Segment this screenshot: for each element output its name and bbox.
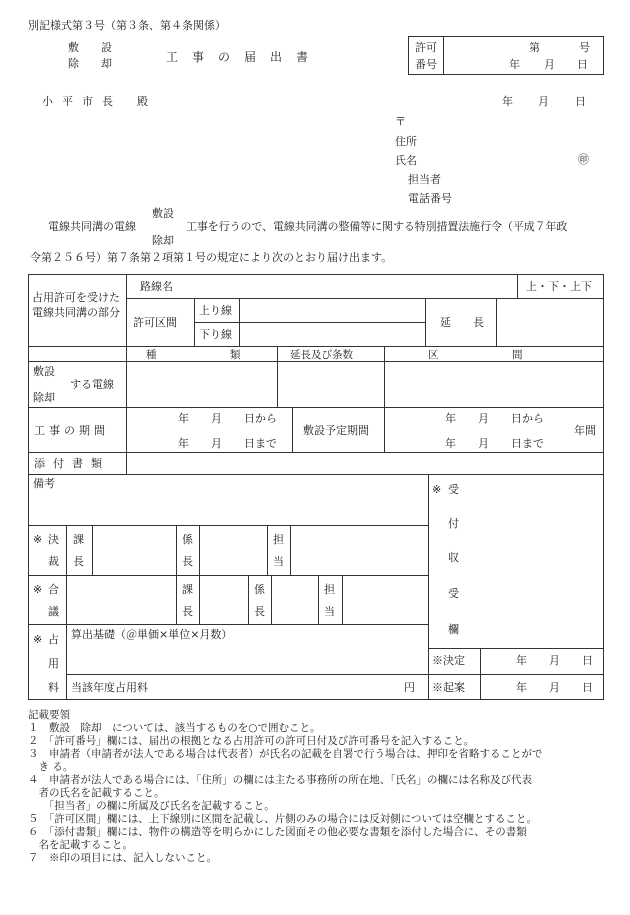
decision-char-1: 決: [48, 533, 59, 546]
section-header: 区 間: [428, 349, 523, 361]
reception-char-3: 収: [448, 551, 459, 564]
instruction-item: き る。: [28, 761, 74, 773]
reception-char-2: 付: [448, 517, 459, 530]
permit-label-2: 番号: [415, 58, 437, 71]
route-name-label: 路線名: [140, 280, 173, 293]
instruction-item: 「担当者」の欄に所属及び氏名を記載すること。: [28, 800, 275, 812]
form-number: 別記様式第３号（第３条、第４条関係）: [28, 19, 226, 32]
direction-options: 上・下・上下: [526, 280, 592, 293]
staff-2: 当: [273, 555, 284, 568]
planned-to: 年 月 日まで: [445, 437, 544, 450]
instruction-item: ５ 「許可区間」欄には、上下線別に区間を記載し、片側のみの場合には反対側については空欄とすること。: [28, 813, 538, 825]
intro-text: 工事を行うので、電線共同溝の整備等に関する特別措置法施行令（平成７年政: [186, 220, 568, 233]
decision-char-2: 裁: [48, 555, 59, 568]
planned-years: 年間: [574, 424, 596, 437]
address-label: 住所: [395, 135, 417, 148]
planned-from: 年 月 日から: [445, 412, 544, 425]
consult-char-1: 合: [48, 583, 59, 596]
phone-label: 電話番号: [408, 192, 452, 205]
section-chief-1: 課: [73, 533, 84, 546]
date-month: 月: [538, 95, 549, 108]
postal-mark: 〒: [395, 115, 406, 128]
intro-prefix: 電線共同溝の電線: [48, 220, 136, 233]
permit-dai: 第: [529, 41, 540, 54]
drafted-date: 年 月 日: [516, 681, 593, 694]
instruction-item: ３ 申請者（申請者が法人である場合は代表者）が氏名の記載を自署で行う場合は、押印を省略することがで: [28, 748, 543, 760]
occupancy-char-1: 占: [48, 633, 59, 646]
instruction-item: ４ 申請者が法人である場合には、「住所」の欄には主たる事務所の所在地、「氏名」の欄には名称及び代表: [28, 774, 532, 786]
reception-mark: ※: [432, 483, 442, 496]
period-to: 年 月 日まで: [178, 437, 277, 450]
permit-label-1: 許可: [415, 41, 437, 54]
intro-remove: 除却: [152, 234, 174, 247]
period-from: 年 月 日から: [178, 412, 277, 425]
reception-char-1: 受: [448, 483, 459, 496]
drafted-label: ※起案: [432, 681, 465, 694]
yen-unit: 円: [404, 681, 415, 694]
cable-lay-label: 敷設: [33, 365, 55, 378]
date-year: 年: [502, 95, 513, 108]
intro-lay: 敷設: [152, 207, 174, 220]
option-remove: 除 却: [68, 57, 112, 70]
instruction-item: ７ ※印の項目には、記入しないこと。: [28, 852, 217, 864]
person-in-charge-label: 担当者: [408, 173, 441, 186]
instruction-item: ６ 「添付書類」欄には、物件の構造等を明らかにした図面その他必要な書類を添付した場合に、その書類: [28, 826, 527, 838]
planned-period-label: 敷設予定期間: [303, 424, 369, 437]
staff-1: 担: [273, 533, 284, 546]
consult-section-chief-2: 長: [182, 605, 193, 618]
consult-mark: ※: [33, 583, 43, 596]
permit-section-label: 許可区間: [133, 316, 177, 329]
reception-char-4: 受: [448, 587, 459, 600]
permit-day: 日: [577, 58, 588, 71]
form-title: 工事の届出書: [166, 50, 323, 64]
up-line-label: 上り線: [199, 304, 232, 317]
consult-subsection-chief-1: 係: [254, 583, 265, 596]
intro-text-line2: 令第２５６号）第７条第２項第１号の規定により次のとおり届け出ます。: [30, 251, 393, 264]
addressee-honorific: 殿: [137, 95, 148, 108]
permit-year: 年: [509, 58, 520, 71]
permit-go: 号: [579, 41, 590, 54]
occupancy-mark: ※: [33, 633, 43, 646]
cable-suffix-label: する電線: [70, 378, 114, 391]
decided-label: ※決定: [432, 654, 465, 667]
instructions-title: 記載要領: [28, 709, 70, 721]
consult-char-2: 議: [48, 605, 59, 618]
consult-subsection-chief-2: 長: [254, 605, 265, 618]
consult-staff-2: 当: [324, 605, 335, 618]
seal-mark: ㊞: [578, 153, 589, 166]
consult-staff-1: 担: [324, 583, 335, 596]
length-label: 延 長: [440, 316, 484, 329]
reception-char-5: 欄: [448, 623, 459, 636]
permit-month: 月: [544, 58, 555, 71]
decision-mark: ※: [33, 533, 43, 546]
cable-remove-label: 除却: [33, 391, 55, 404]
name-label: 氏名: [395, 154, 417, 167]
addressee: 小平市長: [42, 95, 122, 108]
occupied-section-label: 占用許可を受けた電線共同溝の部分: [32, 291, 120, 319]
instruction-item: １ 敷設 除却 については、該当するものを○で囲むこと。: [28, 722, 321, 734]
extension-header: 延長及び条数: [290, 349, 353, 361]
instruction-item: ２ 「許可番号」欄には、届出の根拠となる占用許可の許可日付及び許可番号を記入すること。: [28, 735, 475, 747]
occupancy-char-3: 料: [48, 681, 59, 694]
date-day: 日: [575, 95, 586, 108]
instruction-item: 名を記載すること。: [28, 839, 133, 851]
occupancy-char-2: 用: [48, 657, 59, 670]
type-header: 種 類: [146, 349, 241, 361]
option-lay: 敷 設: [68, 41, 112, 54]
remarks-label: 備考: [33, 477, 55, 490]
down-line-label: 下り線: [199, 328, 232, 341]
consult-section-chief-1: 課: [182, 583, 193, 596]
decided-date: 年 月 日: [516, 654, 593, 667]
construction-period-label: 工事の期間: [34, 424, 109, 437]
section-chief-2: 長: [73, 555, 84, 568]
current-fee-label: 当該年度占用料: [71, 681, 148, 694]
calc-basis-label: 算出基礎（＠単価×単位×月数）: [71, 628, 233, 641]
subsection-chief-2: 長: [182, 555, 193, 568]
permit-number-box: [408, 36, 604, 75]
attachments-label: 添付書類: [34, 457, 110, 470]
subsection-chief-1: 係: [182, 533, 193, 546]
instruction-item: 者の氏名を記載すること。: [28, 787, 165, 799]
